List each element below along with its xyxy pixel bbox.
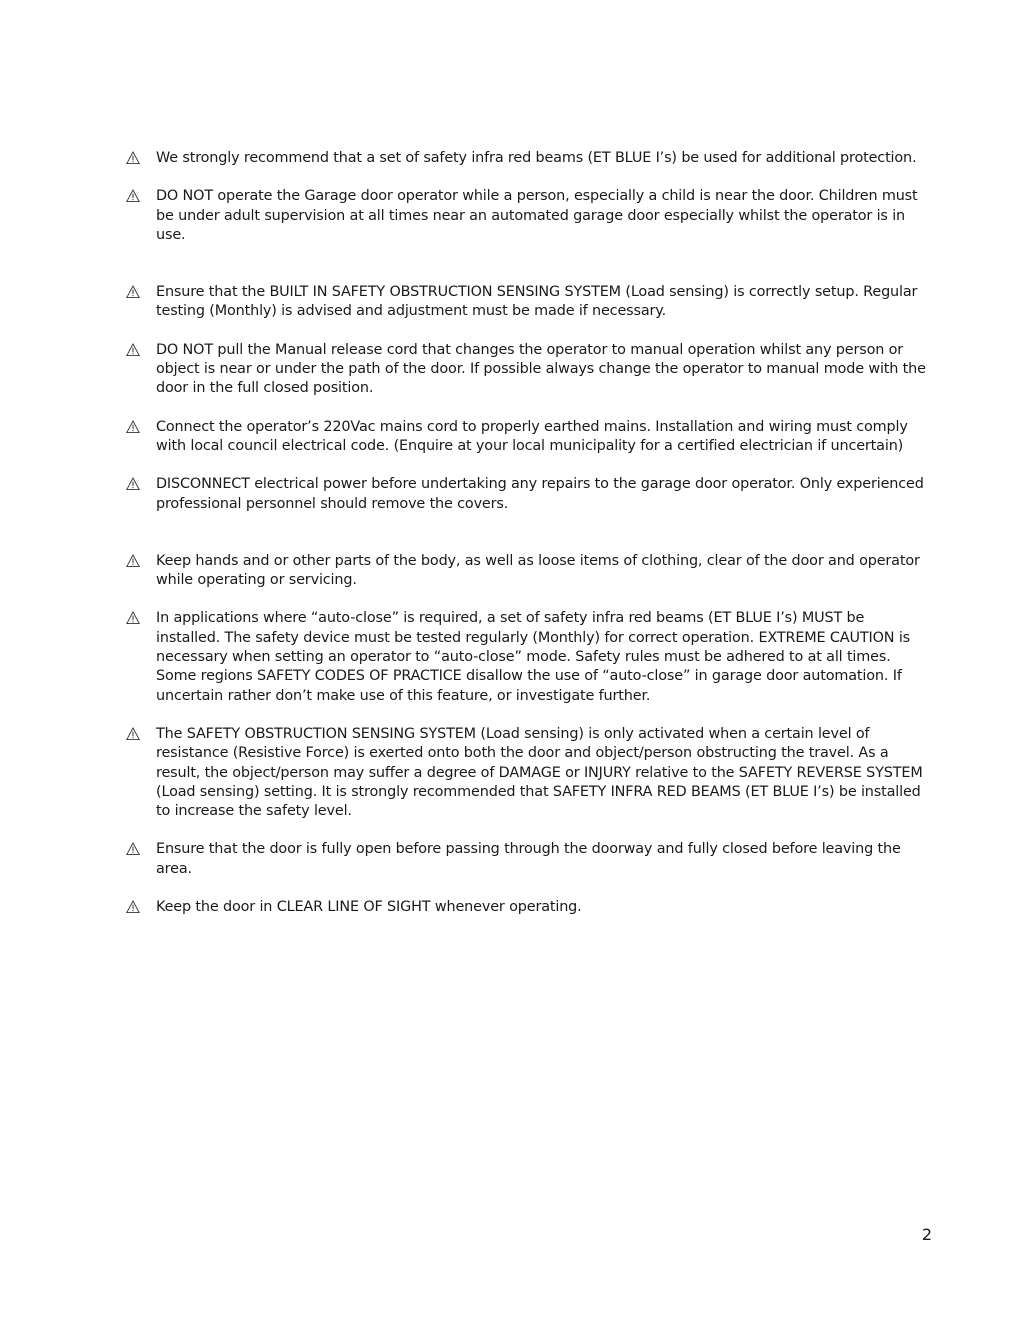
warning-text: DO NOT pull the Manual release cord that changes the operator to manual operation whilst any person or object is near or under the path of the door. If possible always change the operator to manual mode with the door in the full closed position. bbox=[156, 341, 926, 397]
warning-triangle-icon bbox=[126, 285, 140, 299]
warning-text: Connect the operator’s 220Vac mains cord to properly earthed mains. Installation and wiring must comply with local council electrical code. (Enquire at your local municipality for a certified electrician if uncertain) bbox=[156, 418, 908, 454]
warning-triangle-icon bbox=[126, 151, 140, 165]
warning-triangle-icon bbox=[126, 189, 140, 203]
warning-text: The SAFETY OBSTRUCTION SENSING SYSTEM (Load sensing) is only activated when a certain level of resistance (Resistive Force) is exerted onto both the door and object/person obstructing the travel. As a result, the object/person may suffer a degree of DAMAGE or INJURY relative to the SAFETY REVERSE SYSTEM (Load sensing) setting. It is strongly recommended that SAFETY INFRA RED BEAMS (ET BLUE I’s) be installed to increase the safety level. bbox=[156, 725, 923, 820]
warning-item bbox=[126, 187, 932, 245]
warning-item bbox=[126, 840, 932, 879]
warning-item bbox=[126, 283, 932, 322]
warning-text: Ensure that the door is fully open before passing through the doorway and fully closed before leaving the area. bbox=[156, 841, 901, 877]
warning-text: Ensure that the BUILT IN SAFETY OBSTRUCTION SENSING SYSTEM (Load sensing) is correctly setup. Regular testing (Monthly) is advised and adjustment must be made if necessary. bbox=[156, 284, 918, 320]
warning-item bbox=[126, 475, 932, 514]
warning-triangle-icon bbox=[126, 727, 140, 741]
warning-triangle-icon bbox=[126, 343, 140, 357]
warning-triangle-icon bbox=[126, 900, 140, 914]
warning-item bbox=[126, 149, 932, 168]
warning-item bbox=[126, 725, 932, 821]
warning-item bbox=[126, 898, 932, 917]
warning-text: In applications where “auto-close” is required, a set of safety infra red beams (ET BLUE I’s) MUST be installed. The safety device must be tested regularly (Monthly) for correct operation. EXTREME CAUTION is necessary when setting an operator to “auto-close” mode. Safety rules must be adhered to at all times. Some regions SAFETY CODES OF PRACTICE disallow the use of “auto-close” in garage door automation. If uncertain rather don’t make use of this feature, or investigate further. bbox=[156, 610, 911, 704]
warning-text: Keep hands and or other parts of the body, as well as loose items of clothing, clear of the door and operator while operating or servicing. bbox=[156, 552, 920, 589]
warning-text: We strongly recommend that a set of safety infra red beams (ET BLUE I’s) be used for additional protection. bbox=[156, 150, 917, 166]
warning-item bbox=[126, 609, 932, 705]
warning-item bbox=[126, 552, 932, 591]
warning-item bbox=[126, 341, 932, 399]
warning-text: DISCONNECT electrical power before undertaking any repairs to the garage door operator. Only experienced professional personnel should remove the covers. bbox=[156, 476, 924, 512]
warning-item bbox=[126, 418, 932, 457]
warning-triangle-icon bbox=[126, 554, 140, 568]
warning-triangle-icon bbox=[126, 842, 140, 856]
warning-text: DO NOT operate the Garage door operator while a person, especially a child is near the door. Children must be under adult supervision at all times near an automated garage door especially whilst the operator is in use. bbox=[156, 188, 918, 243]
warning-triangle-icon bbox=[126, 477, 140, 491]
page-number: 2 bbox=[921, 1225, 932, 1244]
safety-warning-list bbox=[126, 149, 932, 936]
warning-triangle-icon bbox=[126, 611, 140, 625]
warning-text: Keep the door in CLEAR LINE OF SIGHT whenever operating. bbox=[156, 899, 582, 916]
warning-triangle-icon bbox=[126, 420, 140, 434]
